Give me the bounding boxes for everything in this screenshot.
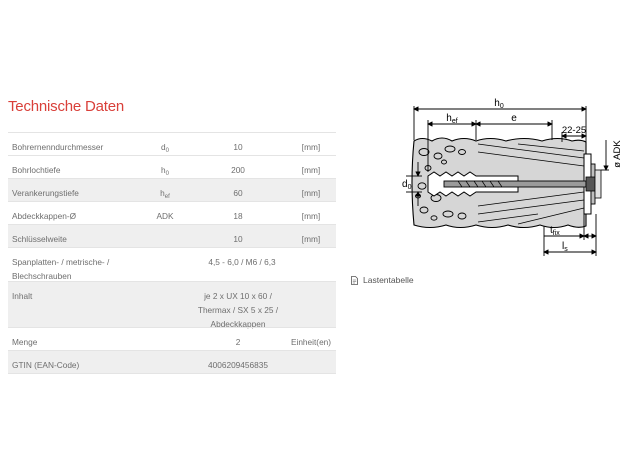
table-row <box>8 224 336 247</box>
row-value: je 2 x UX 10 x 60 / Thermax / SX 5 x 25 / Abdeckkappen <box>197 291 279 329</box>
row-symbol: ADK <box>156 211 174 221</box>
row-value: 2 <box>235 337 241 347</box>
row-value: 4006209456835 <box>208 360 268 370</box>
e-label: e <box>511 113 517 124</box>
table-row <box>8 155 336 178</box>
section-title: Technische Daten <box>8 98 125 115</box>
table-row <box>8 281 336 327</box>
row-unit: [mm] <box>301 188 321 198</box>
table-row <box>8 201 336 224</box>
row-unit: [mm] <box>301 142 321 152</box>
screw <box>444 181 586 187</box>
row-label: Bohrernenndurchmesser <box>12 142 104 152</box>
row-value: 60 <box>233 188 243 198</box>
row-value: 4,5 - 6,0 / M6 / 6,3 <box>208 257 276 267</box>
row-unit: Einheit(en) <box>290 337 332 347</box>
table-row <box>8 178 336 201</box>
row-label: Spanplatten- / metrische- / Blechschrauben <box>12 257 110 281</box>
table-row <box>8 350 336 374</box>
hef-label: $h_{ef}$ <box>446 113 458 125</box>
row-symbol: $h_{ef}$ <box>160 188 170 200</box>
row-label: Bohrlochtiefe <box>12 165 61 175</box>
row-unit: [mm] <box>301 234 321 244</box>
row-label: Inhalt <box>12 291 33 301</box>
row-label: Verankerungstiefe <box>12 188 79 198</box>
adk-label: ø ADK <box>612 140 623 168</box>
spec-table <box>8 132 336 374</box>
document-icon <box>351 276 358 285</box>
d0-label: $d_0$ <box>402 179 412 191</box>
table-row <box>8 247 336 281</box>
tfix-label: $t_{fix}$ <box>550 225 560 237</box>
ls-label: $l_s$ <box>562 241 568 253</box>
row-value: 10 <box>233 234 243 244</box>
row-value: 18 <box>233 211 243 221</box>
table-row <box>8 327 336 350</box>
lastentabelle-link[interactable] <box>351 275 414 285</box>
h0-label: $h_0$ <box>494 98 504 110</box>
row-value: 200 <box>231 165 245 175</box>
row-value: 10 <box>233 142 243 152</box>
row-symbol: $h_0$ <box>161 165 169 177</box>
row-label: Menge <box>12 337 38 347</box>
row-label: Abdeckkappen-Ø <box>12 211 77 221</box>
row-label: Schlüsselweite <box>12 234 67 244</box>
anchor-technical-drawing <box>398 96 626 276</box>
row-symbol: $d_0$ <box>161 142 169 154</box>
lastentabelle-label[interactable]: Lastentabelle <box>363 275 414 285</box>
row-unit: [mm] <box>301 211 321 221</box>
table-row <box>8 132 336 155</box>
range-label: 22-25 <box>561 125 587 136</box>
row-unit: [mm] <box>301 165 321 175</box>
row-label: GTIN (EAN-Code) <box>12 360 80 370</box>
